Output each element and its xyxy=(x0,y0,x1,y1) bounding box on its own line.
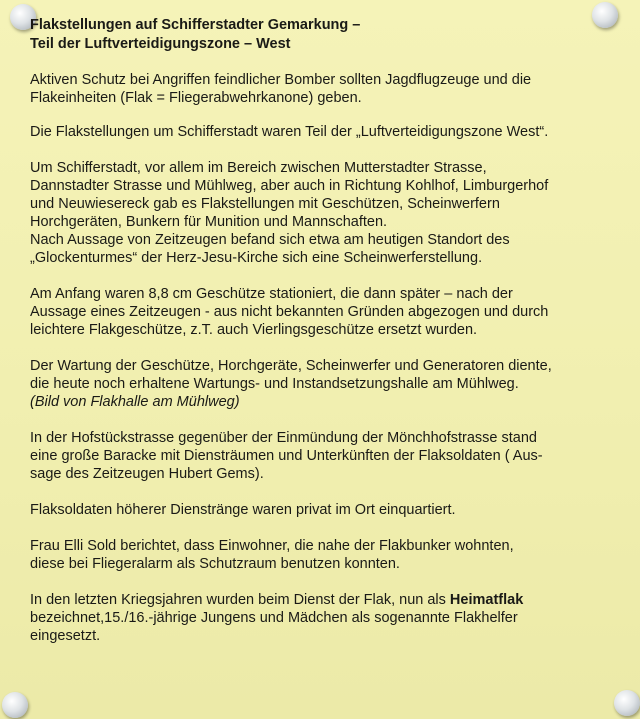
paragraph-line: Flakeinheiten (Flak = Fliegerabwehrkanone) geben. xyxy=(30,90,362,106)
paragraph-6 xyxy=(30,429,622,483)
paragraph-line: Frau Elli Sold berichtet, dass Einwohner, die nahe der Flakbunker wohnten, xyxy=(30,538,514,554)
paragraph-line: Die Flakstellungen um Schifferstadt waren Teil der „Luftverteidigungszone West“. xyxy=(30,124,549,140)
emphasis-heimatflak: Heimatflak xyxy=(449,592,524,608)
paragraph-line: Aktiven Schutz bei Angriffen feindlicher Bomber sollten Jagdflugzeuge und die xyxy=(30,72,532,88)
paragraph-line: Aussage eines Zeitzeugen - aus nicht bekannten Gründen abgezogen und durch xyxy=(30,304,549,320)
paragraph-line: Der Wartung der Geschütze, Horchgeräte, Scheinwerfer und Generatoren diente, xyxy=(30,358,552,374)
pushpin-bottom-left-icon xyxy=(2,692,28,718)
title-line-1: Flakstellungen auf Schifferstadter Gemarkung – xyxy=(30,17,361,33)
paragraph-line: Dannstadter Strasse und Mühlweg, aber auch in Richtung Kohlhof, Limburgerhof xyxy=(30,178,549,194)
notice-text xyxy=(22,16,622,645)
paragraph-line xyxy=(30,591,622,609)
paragraph-line: leichtere Flakgeschütze, z.T. auch Vierlingsgeschütze ersetzt wurden. xyxy=(30,322,478,338)
paragraph-line: die heute noch erhaltene Wartungs- und Instandsetzungshalle am Mühlweg. xyxy=(30,376,519,392)
image-caption: (Bild von Flakhalle am Mühlweg) xyxy=(30,394,240,410)
paragraph-3 xyxy=(30,159,622,267)
paragraph-line: Nach Aussage von Zeitzeugen befand sich etwa am heutigen Standort des xyxy=(30,232,510,248)
paragraph-8 xyxy=(30,537,622,573)
paragraph-line: eine große Baracke mit Diensträumen und Unterkünften der Flaksoldaten ( Aus- xyxy=(30,448,543,464)
paragraph-4 xyxy=(30,285,622,339)
paragraph-line: bezeichnet,15./16.-jährige Jungens und Mädchen als sogenannte Flakhelfer xyxy=(30,610,518,626)
paragraph-2 xyxy=(30,123,622,141)
paragraph-9 xyxy=(30,591,622,645)
paragraph-line: sage des Zeitzeugen Hubert Gems). xyxy=(30,466,264,482)
title-line-2: Teil der Luftverteidigungszone – West xyxy=(30,36,291,52)
paragraph-line: Flaksoldaten höherer Dienstränge waren privat im Ort einquartiert. xyxy=(30,502,456,518)
paragraph-line: und Neuwiesereck gab es Flakstellungen mit Geschützen, Scheinwerfern xyxy=(30,196,500,212)
paragraph-line: Horchgeräten, Bunkern für Munition und Mannschaften. xyxy=(30,214,388,230)
pushpin-bottom-right-icon xyxy=(614,690,640,716)
paragraph-1 xyxy=(30,71,622,107)
paragraph-text: In den letzten Kriegsjahren wurden beim Dienst der Flak, nun als xyxy=(30,592,450,608)
paragraph-line: eingesetzt. xyxy=(30,628,101,644)
paragraph-5 xyxy=(30,357,622,411)
paragraph-line: diese bei Fliegeralarm als Schutzraum benutzen konnten. xyxy=(30,556,400,572)
page-title xyxy=(22,16,622,54)
paragraph-7 xyxy=(30,501,622,519)
paragraph-line: „Glockenturmes“ der Herz-Jesu-Kirche sich eine Scheinwerferstellung. xyxy=(30,250,483,266)
paragraph-line: Um Schifferstadt, vor allem im Bereich zwischen Mutterstadter Strasse, xyxy=(30,160,487,176)
paragraph-line: In der Hofstückstrasse gegenüber der Einmündung der Mönchhofstrasse stand xyxy=(30,430,537,446)
paragraph-line: Am Anfang waren 8,8 cm Geschütze stationiert, die dann später – nach der xyxy=(30,286,513,302)
